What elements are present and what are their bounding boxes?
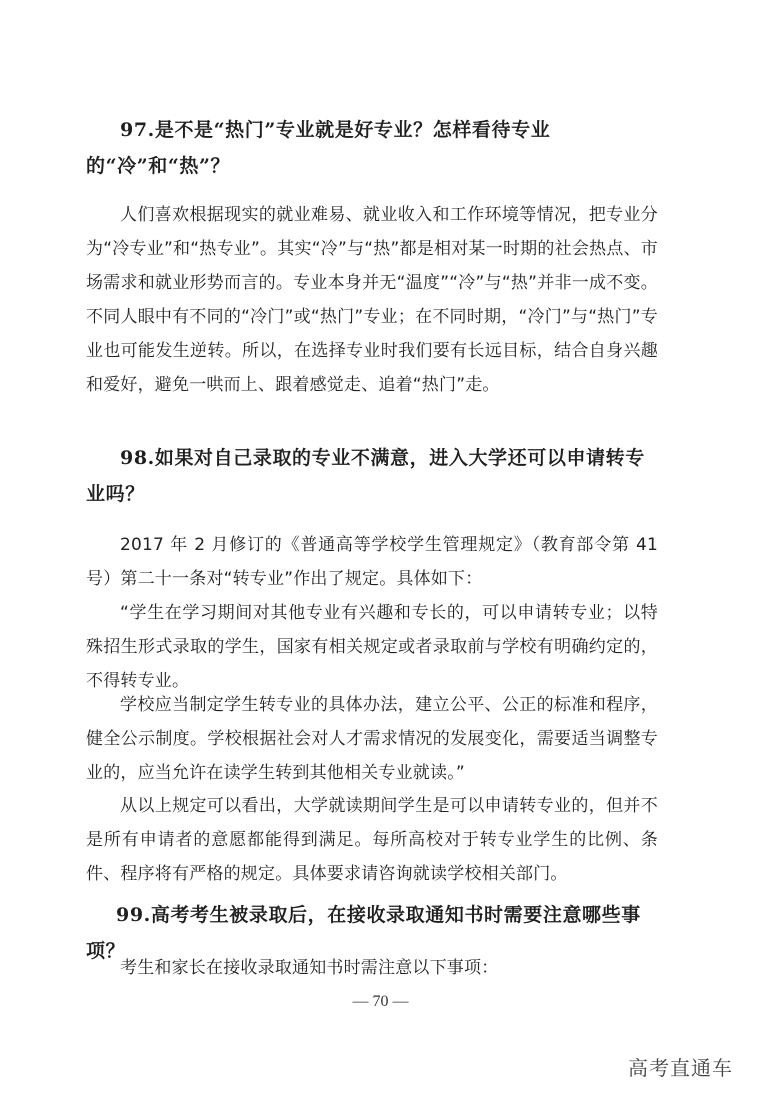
question-98-heading: 98.如果对自己录取的专业不满意，进入大学还可以申请转专业吗？ <box>86 447 645 505</box>
question-97-answer: 人们喜欢根据现实的就业难易、就业收入和工作环境等情况，把专业分为“冷专业”和“热专业”。其实“冷”与“热”都是相对某一时期的社会热点、市场需求和就业形势而言的。专业本身并无“温度”“冷”与“热”并非一成不变。不同人眼中有不同的“冷门”或“热门”专业；在不同时期，“冷门”与“热门”专业也可能发生逆转。所以，在选择专业时我们要有长远目标，结合自身兴趣和爱好，避免一哄而上、跟着感觉走、追着“热门”走。 <box>86 205 658 395</box>
question-98-paragraph-4: 从以上规定可以看出，大学就读期间学生是可以申请转专业的，但并不是所有申请者的意愿都能得到满足。每所高校对于转专业学生的比例、条件、程序将有严格的规定。具体要求请咨询就读学校相关部门。 <box>86 796 658 884</box>
question-98-paragraph-1: 2017 年 2 月修订的《普通高等学校学生管理规定》（教育部令第 41 号）第二十一条对“转专业”作出了规定。具体如下： <box>86 535 658 589</box>
question-98-paragraph-3: 学校应当制定学生转专业的具体办法，建立公平、公正的标准和程序，健全公示制度。学校根据社会对人才需求情况的发展变化，需要适当调整专业的，应当允许在读学生转到其他相关专业就读。” <box>86 695 658 783</box>
question-98-paragraph-2: “学生在学习期间对其他专业有兴趣和专长的，可以申请转专业；以特殊招生形式录取的学生，国家有相关规定或者录取前与学校有明确约定的，不得转专业。 <box>86 603 658 691</box>
question-99-paragraph-1: 考生和家长在接收录取通知书时需注意以下事项： <box>120 958 499 978</box>
page-number: — 70 — <box>352 993 409 1010</box>
question-97-heading: 97.是不是“热门”专业就是好专业？怎样看待专业的“冷”和“热”？ <box>86 119 551 177</box>
watermark-text: 高考直通车 <box>628 1056 733 1080</box>
question-99-heading: 99.高考考生被录取后，在接收录取通知书时需要注意哪些事项？ <box>86 904 641 962</box>
